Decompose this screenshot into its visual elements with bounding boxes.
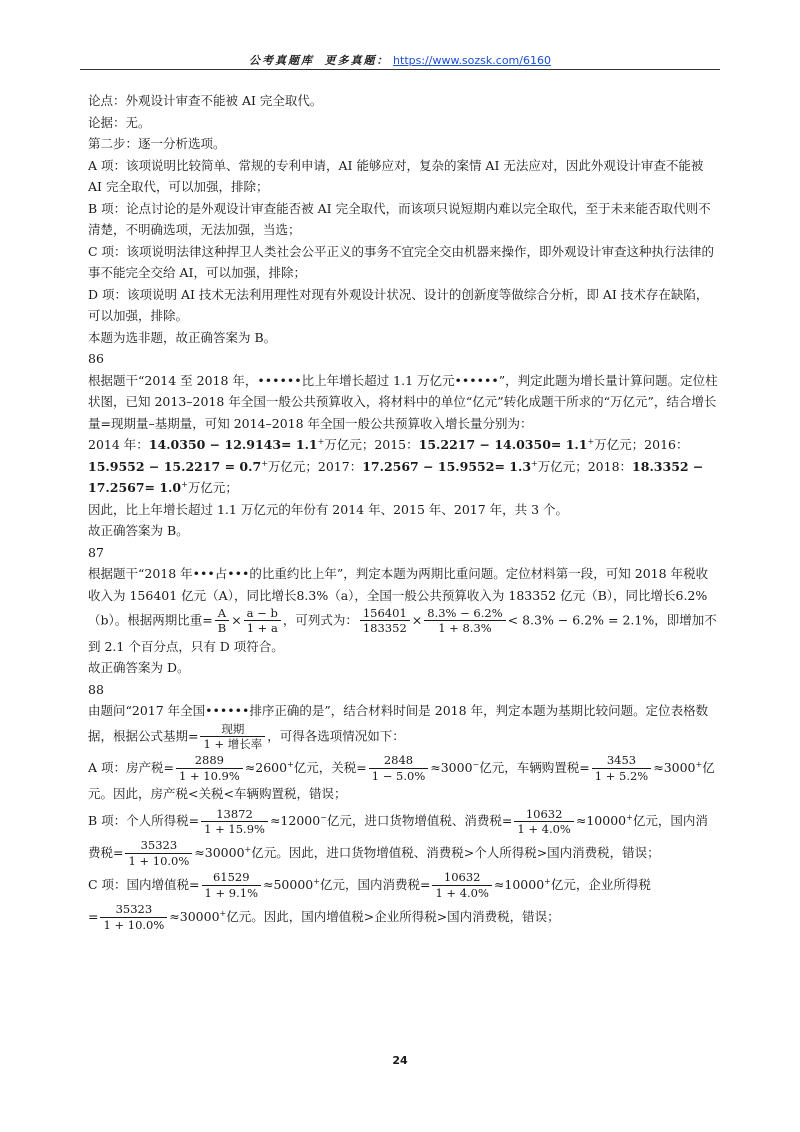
header-brand: 公考真题库 [249, 54, 315, 67]
page-number: 24 [392, 1054, 408, 1067]
q88-explanation [88, 700, 718, 751]
result-a3: ≈3000 [653, 759, 696, 775]
numerator: 10632 [432, 870, 491, 885]
q88-option-a-conclusion: 元。因此，房产税<关税<车辆购置税，错误； [88, 786, 347, 802]
year-2018-label: 万亿元；2018： [537, 458, 633, 474]
question-number-87: 87 [88, 544, 104, 560]
calc-2015: 15.2217 − 14.0350= 1.1 [418, 437, 588, 452]
denominator: 183352 [362, 621, 407, 636]
denominator: 1 + 增长率 [203, 737, 263, 752]
denominator: 1 + a [246, 621, 278, 636]
option-c-conclusion: 亿元。因此，国内增值税>企业所得税>国内消费税，错误； [226, 908, 560, 924]
answer-86: 故正确答案为 B。 [88, 523, 189, 538]
option-b-conclusion: 亿元。因此，进口货物增值税、消费税>个人所得税>国内消费税，错误； [251, 844, 660, 860]
sign-2016: + [261, 458, 268, 468]
option-a-label: A 项：房产税= [88, 759, 174, 775]
option-d-analysis: D 项：该项说明 AI 技术无法利用理性对现有外观设计状况、设计的创新度等做综合分析，即 AI 技术存在缺陷，可以加强，排除。 [88, 286, 709, 323]
answer-85: 本题为选非题，故正确答案为 B。 [88, 329, 277, 345]
year-2014-label: 2014 年： [88, 437, 149, 452]
unit-b2: 亿元，国内消 [632, 812, 708, 828]
fraction-c2 [432, 870, 491, 900]
unit-c2: 亿元，企业所得税 [550, 876, 651, 892]
q87-text-3: < 8.3% − 6.2% = 2.1%，即增加不到 2.1 个百分点，只有 D 项符合。 [88, 612, 717, 654]
sign-a3: + [695, 759, 703, 769]
sign-c1: + [313, 876, 320, 886]
sign-2014: + [317, 436, 325, 446]
denominator: 1 + 10.9% [178, 768, 240, 783]
denominator: 1 + 5.2% [594, 768, 649, 783]
page-header [80, 52, 720, 68]
q88-option-a [88, 752, 718, 784]
calc-2017: 17.2567 − 15.9552= 1.3 [362, 458, 532, 474]
option-c-label: C 项：国内增值税= [88, 876, 200, 892]
times-sign: × [231, 612, 242, 628]
unit-b1: 亿元，进口货物增值税、消费税= [326, 812, 513, 828]
year-2015-label: 万亿元；2015： [324, 437, 419, 452]
fraction-b3 [125, 838, 192, 868]
numerator: a − b [244, 606, 281, 621]
q87-text-2: ，可列式为： [282, 612, 358, 628]
option-c-mid: = [88, 908, 99, 924]
option-a-analysis: A 项：该项说明比较简单、常规的专利申请，AI 能够应对，复杂的案情 AI 无法应对，因此外观设计审查不能被 AI 完全取代，可以加强，排除； [88, 157, 704, 194]
numerator: 10632 [514, 807, 573, 822]
sign-b1: − [320, 812, 327, 822]
denominator: 1 + 4.0% [435, 885, 489, 900]
unit-a3: 亿 [702, 759, 715, 775]
sign-c3: + [219, 908, 227, 918]
fraction-c1 [202, 870, 261, 900]
numerator: 3453 [592, 753, 651, 768]
q88-text: 由题问“2017 年全国••••••排序正确的是”，结合材料时间是 2018 年，判定本题为基期比较问题。定位表格数据，根据公式基期= [88, 703, 709, 744]
answer-87: 故正确答案为 D。 [88, 660, 190, 676]
denominator: 1 + 8.3% [438, 621, 492, 636]
fraction-growth [244, 606, 281, 636]
fraction-b2 [514, 807, 573, 837]
numerator: 13872 [201, 807, 268, 822]
question-number-88: 88 [88, 681, 104, 697]
result-c3: ≈30000 [169, 908, 220, 924]
sign-2018: + [181, 479, 188, 489]
numerator: 8.3% − 6.2% [424, 606, 505, 621]
numerator: 2889 [176, 753, 243, 768]
step-two-line: 第二步：逐一分析选项。 [88, 136, 226, 151]
q87-explanation [88, 563, 718, 657]
fraction-values [360, 606, 410, 636]
q88-option-b [88, 805, 718, 837]
q88-option-c [88, 869, 718, 901]
option-c-analysis: C 项：该项说明法律这种捍卫人类社会公平正义的事务不宜完全交由机器来操作，即外观设计审查这种执行法律的事不能完全交给 AI，可以加强，排除； [88, 243, 715, 280]
q86-explanation: 根据题干“2014 至 2018 年，••••••比上年增长超过 1.1 万亿元••••••”，判定此题为增长量计算问题。定位柱状图，已知 2013–2018 年全国一般公共预算收入，将材料中的单位“亿元”转化成题干所求的“万亿元”，结合增长量=现期量–基期量，可知 2014–2018 年全国一般公共预算收入增长量分别为： [88, 372, 718, 431]
fraction-a2 [369, 753, 428, 783]
result-b3: ≈30000 [194, 844, 245, 860]
header-more-label: 更多真题： [324, 54, 390, 67]
fraction-a1 [176, 753, 243, 783]
calc-2014: 14.0350 − 12.9143= 1.1 [148, 437, 318, 452]
header-divider [80, 69, 720, 70]
fraction-a-over-b [215, 606, 229, 636]
option-b-analysis: B 项：论点讨论的是外观设计审查能否被 AI 完全取代，而该项只说短期内难以完全取代，至于未来能否取代则不清楚，不明确选项，无法加强，当选； [88, 200, 711, 237]
denominator: 1 + 10.0% [103, 917, 165, 932]
result-b1: ≈12000 [269, 812, 321, 828]
numerator: 156401 [360, 606, 410, 621]
numerator: 61529 [202, 870, 261, 885]
times-sign: × [411, 612, 423, 628]
denominator: 1 + 15.9% [204, 821, 265, 836]
unit-a2: 亿元，车辆购置税= [479, 759, 590, 775]
denominator: 1 − 5.0% [371, 768, 426, 783]
numerator: 35323 [100, 902, 167, 917]
question-number-86: 86 [88, 351, 104, 366]
sign-c2: + [544, 876, 551, 886]
sign-b2: + [626, 812, 633, 822]
numerator: 现期 [200, 722, 265, 737]
fraction-c3 [100, 902, 167, 932]
denominator: 1 + 9.1% [204, 885, 258, 900]
numerator: A [215, 606, 229, 621]
fraction-a3 [592, 753, 651, 783]
argument-line: 论点：外观设计审查不能被 AI 完全取代。 [88, 93, 323, 108]
sign-a2: − [472, 759, 480, 769]
calc-2016: 15.9552 − 15.2217 = 0.7 [88, 458, 262, 474]
year-2016-label: 万亿元；2016： [594, 437, 689, 452]
unit-a1: 亿元，关税= [293, 759, 367, 775]
numerator: 35323 [125, 838, 192, 853]
unit-c1: 亿元，国内消费税= [319, 876, 431, 892]
result-b2: ≈10000 [575, 812, 627, 828]
document-body [88, 90, 718, 932]
year-2017-label: 万亿元；2017： [267, 458, 363, 474]
sign-a1: + [287, 759, 294, 769]
q86-conclusion: 因此，比上年增长超过 1.1 万亿元的年份有 2014 年、2015 年、2017 年，共 3 个。 [88, 501, 569, 517]
sign-2017: + [531, 458, 538, 468]
numerator: 2848 [369, 753, 428, 768]
q88-text-2: ，可得各选项情况如下： [267, 728, 405, 744]
calc-2018: 18.3352 − 17.2567= 1.0 [88, 458, 704, 495]
q86-calculations [88, 434, 718, 499]
q88-option-b-cont [88, 837, 718, 869]
q88-option-c-cont [88, 901, 718, 933]
denominator: 1 + 10.0% [128, 853, 190, 868]
sign-b3: + [244, 844, 252, 854]
result-a2: ≈3000 [430, 759, 473, 775]
fraction-b1 [201, 807, 268, 837]
result-a1: ≈2600 [244, 759, 288, 775]
denominator: B [217, 621, 227, 636]
calc-end-unit: 万亿元； [187, 480, 238, 495]
sign-2015: + [587, 436, 595, 446]
option-b-mid: 费税= [88, 844, 124, 860]
result-c1: ≈50000 [263, 876, 314, 892]
fraction-base-formula [200, 722, 265, 752]
option-b-label: B 项：个人所得税= [88, 812, 200, 828]
q87-text: 根据题干“2018 年•••占•••的比重约比上年”，判定本题为两期比重问题。定位材料第一段，可知 2018 年税收收入为 156401 亿元（A），同比增长8.3%（a），全国一般公共预算收入为 183352 亿元（B），同比增长6.2%（b）。根据两期比重= [88, 566, 709, 628]
header-url-link[interactable]: https://www.sozsk.com/6160 [393, 54, 551, 67]
evidence-line: 论据：无。 [88, 114, 151, 130]
fraction-rates [424, 606, 505, 636]
denominator: 1 + 4.0% [517, 821, 571, 836]
result-c2: ≈10000 [493, 876, 545, 892]
